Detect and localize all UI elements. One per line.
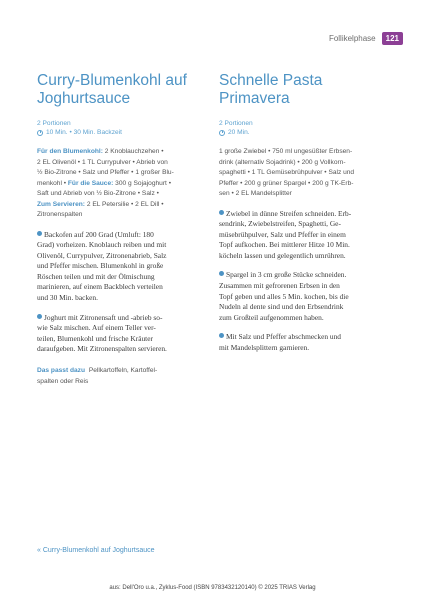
recipe-pasta-primavera — [219, 72, 389, 354]
bullet-dot-icon — [219, 333, 224, 338]
ingredient-text: spaghetti • 1 TL Gemüsebrühpulver • Salz und — [219, 169, 355, 176]
step-text: mit Mandelsplittern garnieren. — [219, 343, 310, 353]
ingredient-text: 2 EL Olivenöl • 1 TL Currypulver • Abrieb von — [37, 158, 168, 166]
instructions — [219, 209, 389, 354]
ingredient-text: 1 große Zwiebel • 750 ml ungesüßter Erbsen- — [219, 148, 353, 155]
step-text: Grad) vorheizen. Knoblauch reiben und mit — [37, 240, 167, 250]
step-text: Spargel in 3 cm große Stücke schneiden. — [226, 270, 347, 280]
step-text: marinieren, auf einem Backblech verteilen — [37, 282, 163, 292]
step-text: köcheln lassen und gelegentlich umrühren. — [219, 250, 346, 260]
ingredient-text: Saft und Abrieb von ½ Bio-Zitrone • Salz • — [37, 190, 159, 197]
bullet-dot-icon — [37, 314, 42, 319]
ingredient-text: sen • 2 EL Mandelsplitter — [219, 190, 292, 197]
recipe-title-line: Curry-Blumenkohl auf — [37, 72, 187, 89]
tip-label: Das passt dazu — [37, 367, 86, 375]
ingredient-text: menkohl • — [37, 179, 68, 187]
step-text: und Pfeffer mischen. Blumenkohl in große — [37, 261, 164, 271]
tip-text: Pellkartoffeln, Kartoffel- — [88, 367, 158, 375]
step-text: Röschen teilen und mit der Ölmischung — [37, 271, 155, 281]
step-text: Nudeln al dente sind und den Erbsendrink — [219, 302, 344, 312]
section-name: Follikelphase — [328, 34, 376, 43]
ingredient-heading: Für den Blumenkohl: — [37, 148, 103, 155]
step-text: Joghurt mit Zitronensaft und -abrieb so- — [44, 312, 163, 322]
cook-time: 20 Min. — [228, 129, 250, 136]
step-text: Topf aufkochen. Bei mittlerer Hitze 10 Min. — [219, 240, 350, 250]
step-text: daraufgeben. Mit Zitronenspalten servieren. — [37, 344, 167, 354]
instruction-step — [219, 209, 389, 262]
source-credit: aus: Dell'Oro u.a., Zyklus-Food (ISBN 9783432120140) © 2025 TRIAS Verlag — [109, 585, 316, 591]
step-text: Topf geben und alles 5 Min. kochen, bis die — [219, 291, 349, 301]
portions: 2 Portionen — [37, 120, 71, 127]
recipe-meta — [37, 119, 209, 137]
recipe-title-line: Primavera — [219, 90, 290, 107]
step-text: sendrink, Zwiebelstreifen, Spaghetti, Ge- — [219, 219, 341, 229]
ingredient-heading: Zum Servieren: — [37, 200, 86, 208]
step-text: Olivenöl, Currypulver, Zitronenabrieb, Salz — [37, 250, 167, 260]
step-text: müsebrühpulver, Salz und Pfeffer in einem — [219, 229, 346, 239]
step-text: Mit Salz und Pfeffer abschmecken und — [226, 332, 342, 342]
cook-time: 10 Min. • 30 Min. Backzeit — [46, 129, 122, 136]
recipe-title — [219, 72, 389, 108]
instruction-step — [219, 270, 389, 323]
recipe-title-line: Joghurtsauce — [37, 90, 131, 107]
ingredients — [219, 147, 389, 200]
ingredient-heading: Für die Sauce: — [67, 179, 114, 187]
page-header — [329, 32, 403, 45]
ingredient-text: drink (alternativ Sojadrink) • 200 g Vollkorn- — [219, 158, 346, 166]
ingredient-text: 2 Knoblauchzehen • — [102, 148, 164, 155]
recipe-title — [37, 72, 209, 108]
instruction-step — [37, 313, 209, 355]
step-text: Backofen auf 200 Grad (Umluft: 180 — [44, 229, 154, 239]
bullet-dot-icon — [219, 271, 224, 276]
back-link[interactable]: « Curry-Blumenkohl auf Joghurtsauce — [37, 547, 155, 554]
portions: 2 Portionen — [219, 120, 253, 127]
step-text: Zwiebel in dünne Streifen schneiden. Erb- — [226, 208, 352, 218]
ingredient-text: 2 EL Petersilie • 2 EL Dill • — [85, 200, 164, 208]
recipe-meta — [219, 119, 389, 137]
recipe-curry-blumenkohl — [37, 72, 209, 387]
instruction-step — [37, 230, 209, 304]
step-text: teilen, Blumenkohl und frische Kräuter — [37, 333, 153, 343]
recipe-title-line: Schnelle Pasta — [219, 72, 323, 89]
ingredient-text: Pfeffer • 200 g grüner Spargel • 200 g TK-Erb- — [219, 179, 354, 187]
instructions — [37, 230, 209, 356]
tip-text: spalten oder Reis — [37, 377, 89, 385]
ingredient-text: 300 g Sojajoghurt • — [113, 179, 172, 187]
serving-tip — [37, 366, 209, 387]
step-text: Zusammen mit gefrorenen Erbsen in den — [219, 281, 340, 291]
bullet-dot-icon — [37, 231, 42, 236]
ingredient-text: Zitronenspalten — [37, 211, 83, 218]
step-text: und 30 Min. backen. — [37, 293, 98, 303]
step-text: wie Salz mischen. Auf einem Teller ver- — [37, 323, 156, 333]
clock-icon — [37, 130, 43, 136]
page-number-badge: 121 — [382, 32, 403, 45]
ingredient-text: ½ Bio-Zitrone • Salz und Pfeffer • 1 großer Blu- — [37, 169, 174, 176]
bullet-dot-icon — [219, 210, 224, 215]
instruction-step — [219, 332, 389, 353]
clock-icon — [219, 130, 225, 136]
ingredients — [37, 147, 209, 221]
step-text: zum Großteil aufgenommen haben. — [219, 312, 324, 322]
